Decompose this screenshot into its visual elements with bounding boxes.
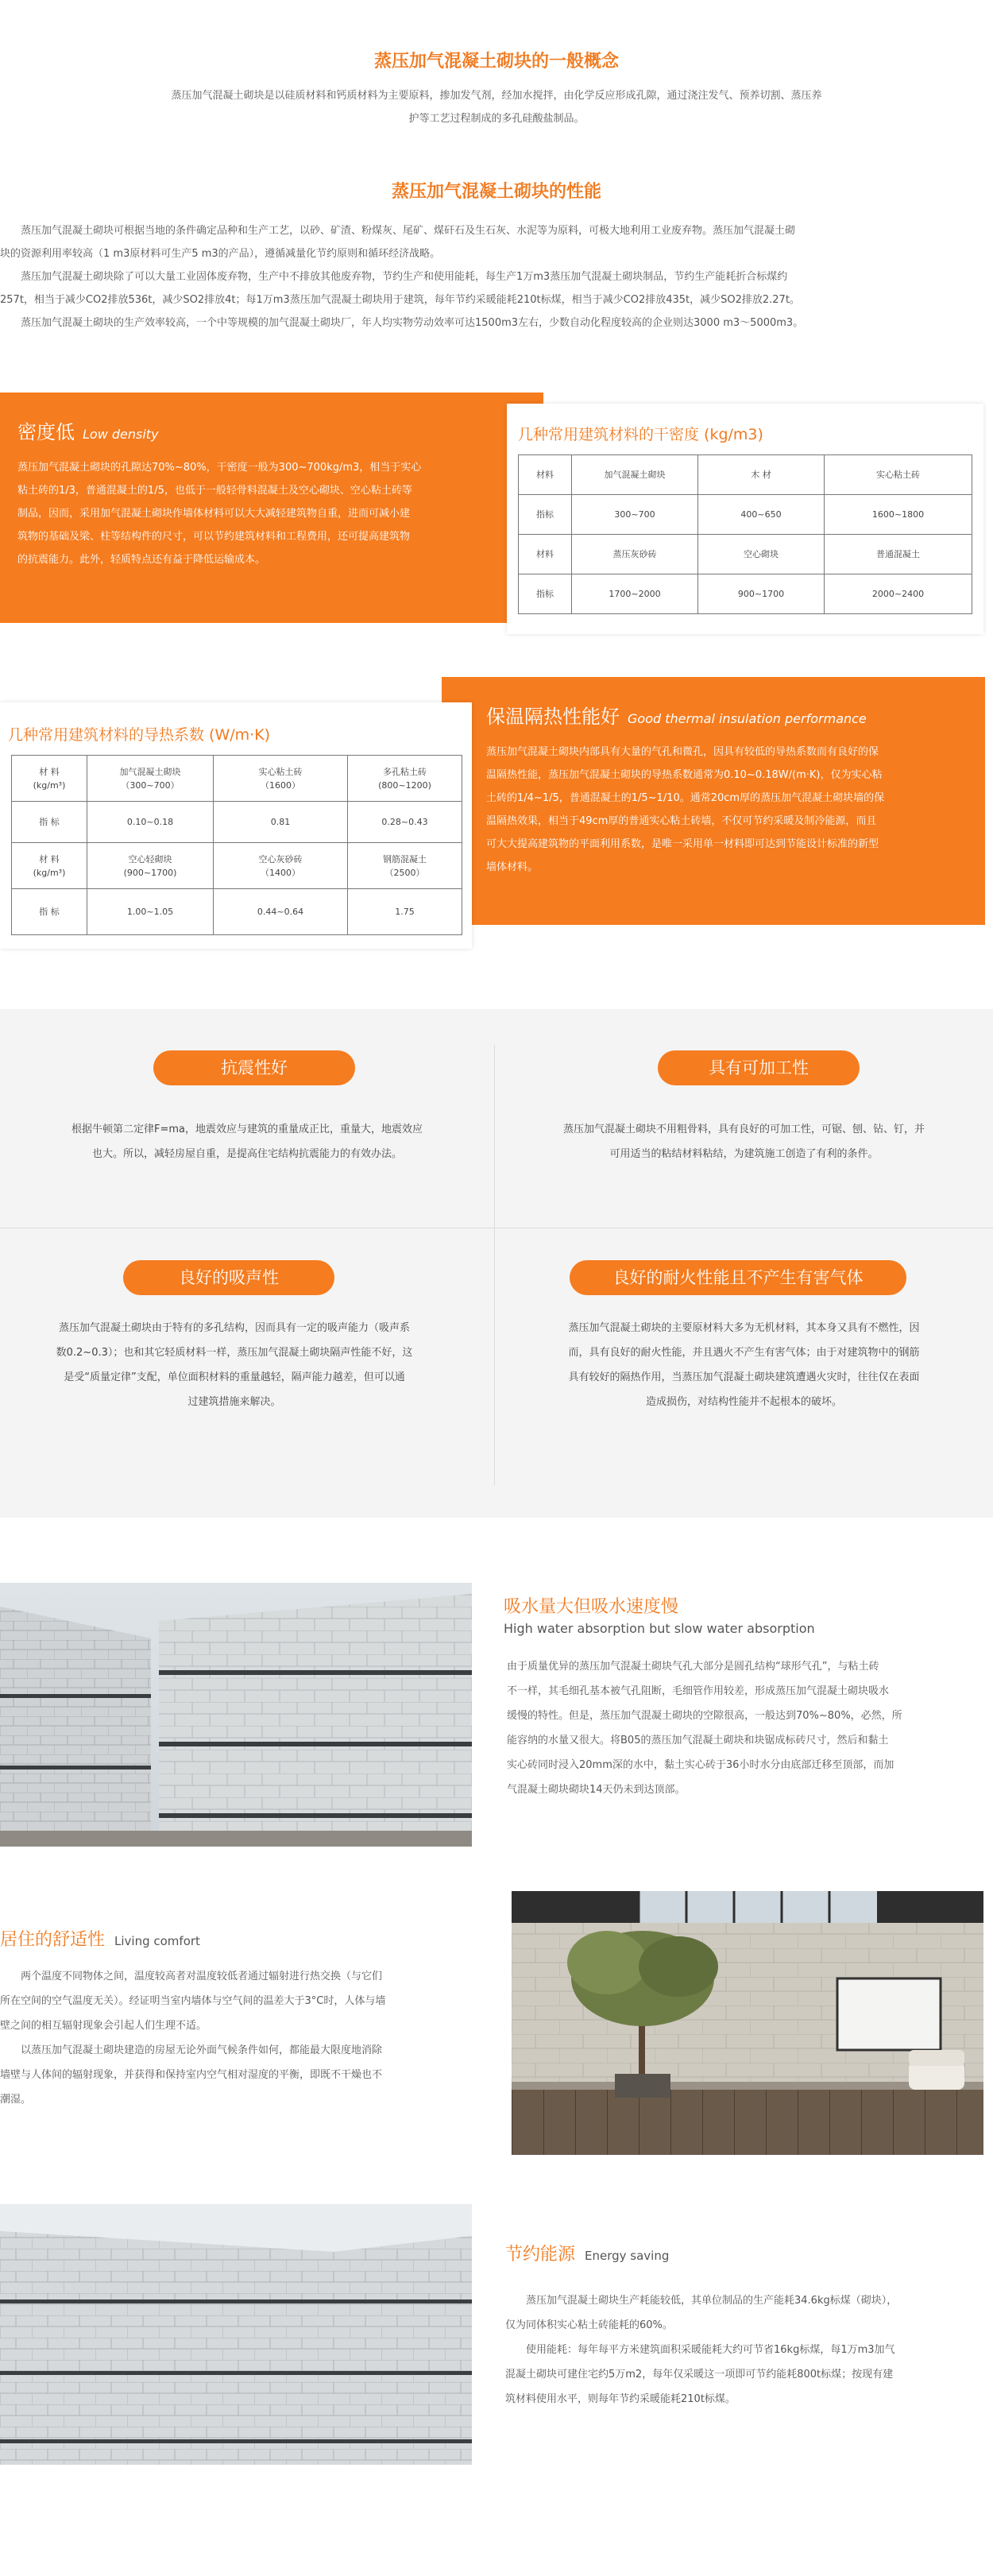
feature-text bbox=[503, 1316, 985, 1414]
features-grid bbox=[0, 1009, 993, 1518]
feature-card-workability bbox=[495, 1009, 993, 1228]
performance-title: 蒸压加气混凝土砌块的性能 bbox=[391, 182, 601, 202]
thermal-line: 温隔热效果，相当于49cm厚的普通实心粘土砖墙，不仅可节约采暖及制冷能源，而且 bbox=[486, 815, 877, 827]
feature-line: 可用适当的粘结材料粘结，为建筑施工创造了有利的条件。 bbox=[609, 1148, 879, 1160]
table-row bbox=[12, 756, 462, 802]
feature-line: 蒸压加气混凝土砌块不用粗骨料，具有良好的可加工性，可锯、刨、钻、钉，并 bbox=[562, 1124, 925, 1135]
feature-title: 良好的耐火性能且不产生有害气体 bbox=[570, 1260, 906, 1295]
energy-title: 节约能源 Energy saving bbox=[505, 2245, 670, 2265]
table-cell: 材 料 (kg/m³) bbox=[12, 843, 87, 889]
feature-title: 具有可加工性 bbox=[658, 1050, 860, 1085]
feature-text bbox=[8, 1316, 461, 1414]
table-cell: 加气混凝土砌块 bbox=[572, 455, 698, 495]
table-row bbox=[519, 574, 972, 614]
table-cell: 1600~1800 bbox=[825, 495, 972, 535]
table-cell: 指标 bbox=[519, 574, 572, 614]
energy-line: 使用能耗：每年每平方米建筑面积采暖能耗大约可节省16kg标煤，每1万m3加气 bbox=[526, 2344, 895, 2356]
comfort-line: 墙壁与人体间的辐射现象，并获得和保持室内空气相对湿度的平衡，即既不干燥也不 bbox=[0, 2069, 383, 2081]
table-cell: 空心灰砂砖 （1400） bbox=[214, 843, 348, 889]
table-cell: 300~700 bbox=[572, 495, 698, 535]
density-table bbox=[518, 454, 972, 614]
thermal-table bbox=[11, 755, 462, 935]
density-line: 筑物的基础及梁、柱等结构件的尺寸，可以节约建筑材料和工程费用，还可提高建筑物 bbox=[17, 531, 411, 543]
table-row bbox=[12, 802, 462, 843]
thermal-box bbox=[442, 677, 985, 925]
water-line: 缓慢的特性。但是，蒸压加气混凝土砌块的空隙很高，一般达到70%~80%，必然，所 bbox=[507, 1710, 902, 1722]
block-stack-image-1 bbox=[0, 1583, 472, 1847]
feature-line: 根据牛顿第二定律F=ma，地震效应与建筑的重量成正比，重量大，地震效应 bbox=[71, 1124, 423, 1135]
table-row bbox=[519, 495, 972, 535]
table-row bbox=[12, 843, 462, 889]
feature-line: 具有较好的隔热作用，当蒸压加气混凝土砌块建筑遭遇火灾时，往往仅在表面 bbox=[568, 1371, 920, 1383]
table-cell: 400~650 bbox=[698, 495, 825, 535]
comfort-line: 所在空间的空气温度无关）。经证明当室内墙体与空气间的温差大于3°C时，人体与墙 bbox=[0, 1995, 386, 2007]
performance-line: 蒸压加气混凝土砌块可根据当地的条件确定品种和生产工艺，以砂、矿渣、粉煤灰、尾矿、煤矸石及生石灰、水泥等为原料，可极大地利用工业废弃物。蒸压加气混凝土砌 bbox=[21, 225, 796, 237]
feature-title: 抗震性好 bbox=[153, 1050, 355, 1085]
feature-card-acoustic bbox=[0, 1228, 494, 1518]
table-cell: 蒸压灰砂砖 bbox=[572, 535, 698, 574]
density-line: 蒸压加气混凝土砌块的孔隙达70%~80%，干密度一般为300~700kg/m3，相当于实心 bbox=[17, 462, 422, 474]
feature-text bbox=[503, 1117, 985, 1166]
table-row bbox=[519, 535, 972, 574]
thermal-text bbox=[486, 741, 979, 879]
feature-card-seismic bbox=[0, 1009, 494, 1228]
feature-line: 蒸压加气混凝土砌块由于特有的多孔结构，因而具有一定的吸声能力（吸声系 bbox=[58, 1322, 410, 1334]
table-cell: 指 标 bbox=[12, 889, 87, 935]
block-stack-image-2 bbox=[0, 2204, 472, 2465]
water-line: 实心砖同时浸入20mm深的水中，黏土实心砖于36小时水分由底部迁移至顶部，而加 bbox=[507, 1759, 894, 1771]
feature-line: 也大。所以，减轻房屋自重，是提高住宅结构抗震能力的有效办法。 bbox=[91, 1148, 402, 1160]
interior-image bbox=[512, 1891, 983, 2155]
performance-line: 蒸压加气混凝土砌块的生产效率较高，一个中等规模的加气混凝土砌块厂，年人均实物劳动效率可达1500m3左右，少数自动化程度较高的企业则达3000 m3～5000m3。 bbox=[21, 317, 804, 329]
table-cell: 0.44~0.64 bbox=[214, 889, 348, 935]
table-cell: 材料 bbox=[519, 535, 572, 574]
feature-line: 是受“质量定律”支配，单位面积材料的重量越轻，隔声能力越差，但可以通 bbox=[64, 1371, 405, 1383]
energy-line: 混凝土砌块可建住宅约5万m2，每年仅采暖这一项即可节约能耗800t标煤；按现有建 bbox=[505, 2369, 894, 2381]
density-line: 粘土砖的1/3，普通混凝土的1/5，也低于一般轻骨料混凝土及空心砌块、空心粘土砖等 bbox=[17, 485, 412, 497]
density-table-card bbox=[507, 404, 983, 634]
thermal-line: 土砖的1/4~1/5，普通混凝土的1/5~1/10。通常20cm厚的蒸压加气混凝土砌块墙的保 bbox=[486, 792, 885, 804]
density-box bbox=[0, 393, 543, 623]
concept-title: 蒸压加气混凝土砌块的一般概念 bbox=[373, 52, 619, 72]
feature-line: 数0.2~0.3）；也和其它轻质材料一样，蒸压加气混凝土砌块隔声性能不好，这 bbox=[56, 1347, 413, 1359]
table-row bbox=[519, 455, 972, 495]
energy-line: 仅为同体积实心粘土砖能耗的60%。 bbox=[505, 2319, 673, 2331]
density-title: 密度低 Low density bbox=[17, 421, 159, 443]
performance-line: 块的资源利用率较高（1 m3原材料可生产5 m3的产品），遵循减量化节约原则和循环经济战略。 bbox=[0, 248, 441, 260]
water-title: 吸水量大但吸水速度慢 bbox=[504, 1597, 679, 1617]
density-text bbox=[17, 456, 534, 571]
table-cell: 1700~2000 bbox=[572, 574, 698, 614]
table-cell: 指标 bbox=[519, 495, 572, 535]
thermal-title: 保温隔热性能好 Good thermal insulation performance bbox=[486, 706, 867, 728]
thermal-line: 温隔热性能，蒸压加气混凝土砌块的导热系数通常为0.10~0.18W/(m·K)，仅为实心粘 bbox=[486, 769, 883, 781]
performance-text bbox=[0, 219, 985, 335]
thermal-table-card bbox=[0, 702, 472, 949]
table-cell: 实心粘土砖 （1600） bbox=[214, 756, 348, 802]
feature-line: 造成损伤，对结构性能并不起根本的破坏。 bbox=[645, 1396, 842, 1408]
comfort-line: 以蒸压加气混凝土砌块建造的房屋无论外面气候条件如何，都能最大限度地消除 bbox=[21, 2044, 383, 2056]
concept-line-2: 护等工艺过程制成的多孔硅酸盐制品。 bbox=[408, 113, 585, 125]
comfort-line: 两个温度不同物体之间，温度较高者对温度较低者通过辐射进行热交换（与它们 bbox=[21, 1971, 383, 1982]
feature-line: 过建筑措施来解决。 bbox=[187, 1396, 281, 1408]
table-cell: 多孔粘土砖 (800~1200) bbox=[348, 756, 462, 802]
table-row bbox=[12, 889, 462, 935]
comfort-line: 壁之间的相互辐射现象会引起人们生理不适。 bbox=[0, 2020, 207, 2032]
table-cell: 空心砌块 bbox=[698, 535, 825, 574]
thermal-line: 可大大提高建筑物的平面利用系数，是唯一采用单一材料即可达到节能设计标准的新型 bbox=[486, 838, 879, 850]
water-text bbox=[507, 1654, 983, 1802]
water-line: 能容纳的水量又很大。将B05的蒸压加气混凝土砌块和块锯成标砖尺寸，然后和黏土 bbox=[507, 1735, 889, 1746]
performance-line: 蒸压加气混凝土砌块除了可以大量工业固体废弃物，生产中不排放其他废弃物，节约生产和使用能耗，每生产1万m3蒸压加气混凝土砌块制品，节约生产能耗折合标煤约 bbox=[21, 271, 788, 283]
comfort-text bbox=[0, 1964, 480, 2112]
table-cell: 900~1700 bbox=[698, 574, 825, 614]
performance-line: 257t，相当于减少CO2排放536t，减少SO2排放4t；每1万m3蒸压加气混凝土砌块用于建筑，每年节约采暖能耗210t标煤，相当于减少CO2排放435t，减少SO2排放2.27t。 bbox=[0, 294, 800, 306]
table-cell: 指 标 bbox=[12, 802, 87, 843]
table-cell: 2000~2400 bbox=[825, 574, 972, 614]
energy-line: 筑材料使用水平，则每年节约采暖能耗210t标煤。 bbox=[505, 2393, 736, 2405]
feature-title: 良好的吸声性 bbox=[123, 1260, 334, 1295]
thermal-line: 蒸压加气混凝土砌块内部具有大量的气孔和微孔，因具有较低的导热系数而有良好的保 bbox=[486, 746, 879, 758]
water-line: 气混凝土砌块砌块14天仍未到达顶部。 bbox=[507, 1784, 686, 1796]
water-line: 由于质量优异的蒸压加气混凝土砌块气孔大部分是圆孔结构“球形气孔”，与粘土砖 bbox=[507, 1661, 879, 1673]
density-line: 制品，因而，采用加气混凝土砌块作墙体材料可以大大减轻建筑物自重，进而可减小建 bbox=[17, 508, 411, 520]
comfort-line: 潮湿。 bbox=[0, 2094, 32, 2106]
table-cell: 木 材 bbox=[698, 455, 825, 495]
table-cell: 普通混凝土 bbox=[825, 535, 972, 574]
table-cell: 0.10~0.18 bbox=[87, 802, 214, 843]
feature-line: 而，具有良好的耐火性能，并且遇火不产生有害气体；由于对建筑物中的钢筋 bbox=[568, 1347, 920, 1359]
thermal-line: 墙体材料。 bbox=[486, 861, 539, 873]
feature-text bbox=[8, 1117, 486, 1166]
energy-line: 蒸压加气混凝土砌块生产耗能较低，其单位制品的生产能耗34.6kg标煤（砌块）， bbox=[526, 2295, 898, 2307]
table-cell: 0.81 bbox=[214, 802, 348, 843]
water-title-en: High water absorption but slow water absorption bbox=[504, 1621, 815, 1636]
table-cell: 空心轻砌块 (900~1700) bbox=[87, 843, 214, 889]
table-cell: 1.00~1.05 bbox=[87, 889, 214, 935]
water-line: 不一样，其毛细孔基本被气孔阻断，毛细管作用较差，形成蒸压加气混凝土砌块吸水 bbox=[507, 1685, 890, 1697]
concept-line-1: 蒸压加气混凝土砌块是以硅质材料和钙质材料为主要原料，掺加发气剂，经加水搅拌，由化学反应形成孔隙，通过浇注发气、预养切割、蒸压养 bbox=[171, 90, 822, 102]
table-cell: 实心粘土砖 bbox=[825, 455, 972, 495]
table-cell: 钢筋混凝土 （2500） bbox=[348, 843, 462, 889]
feature-card-fire bbox=[495, 1228, 993, 1518]
energy-text bbox=[505, 2288, 985, 2412]
density-table-title: 几种常用建筑材料的干密度 (kg/m3) bbox=[518, 426, 763, 443]
comfort-title: 居住的舒适性 Living comfort bbox=[0, 1930, 200, 1950]
table-cell: 材 料 (kg/m³) bbox=[12, 756, 87, 802]
density-line: 的抗震能力。此外，轻质特点还有益于降低运输成本。 bbox=[17, 554, 266, 566]
table-cell: 1.75 bbox=[348, 889, 462, 935]
thermal-table-title: 几种常用建筑材料的导热系数 (W/m·K) bbox=[8, 726, 271, 744]
table-cell: 0.28~0.43 bbox=[348, 802, 462, 843]
feature-line: 蒸压加气混凝土砌块的主要原材料大多为无机材料，其本身又具有不燃性，因 bbox=[568, 1322, 920, 1334]
table-cell: 加气混凝土砌块 （300~700） bbox=[87, 756, 214, 802]
table-cell: 材料 bbox=[519, 455, 572, 495]
